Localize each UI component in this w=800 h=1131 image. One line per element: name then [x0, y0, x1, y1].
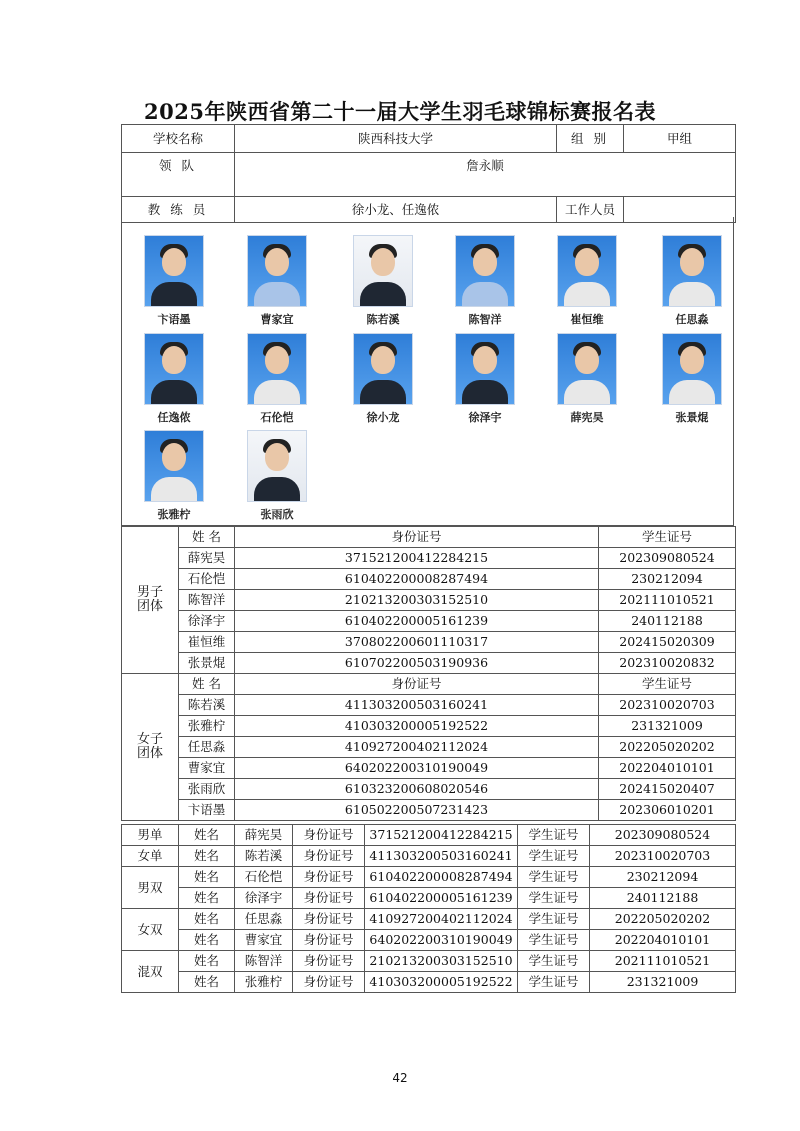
player-photo	[247, 235, 307, 307]
table-row	[122, 590, 736, 611]
table-row	[122, 569, 736, 590]
id-label: 身份证号	[293, 951, 365, 972]
player-photo	[144, 333, 204, 405]
men-team-label	[122, 527, 179, 674]
leader-label: 领 队	[122, 153, 235, 197]
student-id-header: 学生证号	[599, 674, 736, 695]
event-label: 女单	[122, 846, 179, 867]
name-label: 姓名	[179, 846, 235, 867]
player-photo-card	[144, 333, 204, 425]
id-label: 身份证号	[293, 888, 365, 909]
staff-label: 工作人员	[557, 197, 624, 223]
entry-id-number: 410927200402112024	[365, 909, 518, 930]
member-name: 薛宪昊	[179, 548, 235, 569]
name-header: 姓 名	[179, 674, 235, 695]
player-photo-caption: 薛宪昊	[570, 411, 604, 424]
player-photo-card	[353, 235, 413, 327]
member-id-number: 371521200412284215	[235, 548, 599, 569]
member-student-id: 202309080524	[599, 548, 736, 569]
member-id-number: 410927200402112024	[235, 737, 599, 758]
member-student-id: 202306010201	[599, 800, 736, 821]
player-photo-card	[557, 333, 617, 425]
member-id-number: 610402200008287494	[235, 569, 599, 590]
entry-id-number: 610402200005161239	[365, 888, 518, 909]
name-label: 姓名	[179, 909, 235, 930]
leader-value: 詹永顺	[235, 153, 736, 197]
table-row	[122, 548, 736, 569]
entry-id-number: 371521200412284215	[365, 825, 518, 846]
table-row	[122, 779, 736, 800]
id-header: 身份证号	[235, 527, 599, 548]
entry-id-number: 640202200310190049	[365, 930, 518, 951]
id-header: 身份证号	[235, 674, 599, 695]
player-photo-caption: 陈智洋	[468, 313, 502, 326]
coach-label: 教 练 员	[122, 197, 235, 223]
event-label: 男单	[122, 825, 179, 846]
table-row	[122, 800, 736, 821]
player-photo-caption: 徐小龙	[366, 411, 400, 424]
photo-grid	[121, 217, 734, 526]
entry-id-number: 410303200005192522	[365, 972, 518, 993]
student-id-label: 学生证号	[518, 846, 590, 867]
player-photo-caption: 徐泽宇	[468, 411, 502, 424]
women-team-label	[122, 674, 179, 821]
table-row	[122, 867, 736, 888]
entry-name: 陈若溪	[235, 846, 293, 867]
entry-name: 陈智洋	[235, 951, 293, 972]
student-id-header: 学生证号	[599, 527, 736, 548]
entry-name: 薛宪昊	[235, 825, 293, 846]
student-id-label: 学生证号	[518, 909, 590, 930]
entry-student-id: 202310020703	[590, 846, 736, 867]
member-name: 崔恒维	[179, 632, 235, 653]
member-name: 石伦恺	[179, 569, 235, 590]
table-row	[122, 825, 736, 846]
table-row	[122, 909, 736, 930]
player-photo-card	[353, 333, 413, 425]
coach-value: 徐小龙、任逸侬	[235, 197, 557, 223]
event-label: 混双	[122, 951, 179, 993]
member-student-id: 240112188	[599, 611, 736, 632]
school-label: 学校名称	[122, 125, 235, 153]
member-name: 张雅柠	[179, 716, 235, 737]
player-photo-caption: 曹家宜	[260, 313, 294, 326]
id-label: 身份证号	[293, 846, 365, 867]
entry-student-id: 202111010521	[590, 951, 736, 972]
player-photo	[353, 235, 413, 307]
player-photo-caption: 石伦恺	[260, 411, 294, 424]
group-label-line: 团体	[136, 746, 163, 761]
member-id-number: 411303200503160241	[235, 695, 599, 716]
name-label: 姓名	[179, 888, 235, 909]
member-id-number: 610402200005161239	[235, 611, 599, 632]
id-label: 身份证号	[293, 930, 365, 951]
player-photo-card	[144, 430, 204, 522]
table-row	[122, 972, 736, 993]
member-name: 任思淼	[179, 737, 235, 758]
group-label-line: 团体	[136, 599, 163, 614]
entry-student-id: 230212094	[590, 867, 736, 888]
table-row	[122, 716, 736, 737]
student-id-label: 学生证号	[518, 972, 590, 993]
entry-name: 曹家宜	[235, 930, 293, 951]
table-row	[122, 930, 736, 951]
event-label: 女双	[122, 909, 179, 951]
player-photo-card	[662, 235, 722, 327]
member-id-number: 640202200310190049	[235, 758, 599, 779]
member-id-number: 370802200601110317	[235, 632, 599, 653]
page-title: 2025年陕西省第二十一届大学生羽毛球锦标赛报名表	[144, 99, 656, 124]
member-name: 陈若溪	[179, 695, 235, 716]
player-photo-card	[247, 333, 307, 425]
member-student-id: 202415020309	[599, 632, 736, 653]
id-label: 身份证号	[293, 825, 365, 846]
name-label: 姓名	[179, 867, 235, 888]
member-student-id: 231321009	[599, 716, 736, 737]
page-number: 42	[392, 1071, 408, 1085]
player-photo	[247, 430, 307, 502]
id-label: 身份证号	[293, 972, 365, 993]
student-id-label: 学生证号	[518, 930, 590, 951]
player-photo	[353, 333, 413, 405]
student-id-label: 学生证号	[518, 867, 590, 888]
team-roster-table	[121, 526, 736, 821]
player-photo-card	[455, 333, 515, 425]
member-student-id: 202111010521	[599, 590, 736, 611]
member-student-id: 202310020703	[599, 695, 736, 716]
member-student-id: 202205020202	[599, 737, 736, 758]
table-row	[122, 951, 736, 972]
entry-student-id: 231321009	[590, 972, 736, 993]
name-label: 姓名	[179, 825, 235, 846]
member-name: 张景焜	[179, 653, 235, 674]
entry-student-id: 202309080524	[590, 825, 736, 846]
player-photo-caption: 张雨欣	[260, 508, 294, 521]
player-photo	[144, 235, 204, 307]
name-label: 姓名	[179, 951, 235, 972]
member-id-number: 610323200608020546	[235, 779, 599, 800]
entry-student-id: 202205020202	[590, 909, 736, 930]
student-id-label: 学生证号	[518, 825, 590, 846]
member-name: 徐泽宇	[179, 611, 235, 632]
entry-name: 徐泽宇	[235, 888, 293, 909]
member-id-number: 610702200503190936	[235, 653, 599, 674]
roster-header-row	[122, 674, 736, 695]
player-photo-card	[455, 235, 515, 327]
entry-name: 张雅柠	[235, 972, 293, 993]
event-label: 男双	[122, 867, 179, 909]
table-row	[122, 846, 736, 867]
player-photo	[455, 333, 515, 405]
group-label-line: 女子	[136, 731, 163, 747]
member-student-id: 230212094	[599, 569, 736, 590]
member-student-id: 202415020407	[599, 779, 736, 800]
header-table	[121, 124, 736, 223]
player-photo-card	[247, 430, 307, 522]
player-photo-caption: 张雅柠	[157, 508, 191, 521]
player-photo-card	[557, 235, 617, 327]
player-photo-caption: 崔恒维	[570, 313, 604, 326]
table-row	[122, 611, 736, 632]
player-photo-caption: 张景焜	[675, 411, 709, 424]
table-row	[122, 758, 736, 779]
name-header: 姓 名	[179, 527, 235, 548]
individual-events-table	[121, 824, 736, 993]
group-label: 组 别	[557, 125, 624, 153]
member-id-number: 210213200303152510	[235, 590, 599, 611]
member-name: 张雨欣	[179, 779, 235, 800]
player-photo-caption: 陈若溪	[366, 313, 400, 326]
id-label: 身份证号	[293, 909, 365, 930]
player-photo-caption: 卞语墨	[157, 313, 191, 326]
table-row	[122, 737, 736, 758]
table-row	[122, 632, 736, 653]
player-photo	[247, 333, 307, 405]
table-row	[122, 695, 736, 716]
player-photo	[557, 333, 617, 405]
roster-header-row	[122, 527, 736, 548]
entry-name: 任思淼	[235, 909, 293, 930]
table-row	[122, 653, 736, 674]
player-photo-caption: 任逸侬	[157, 411, 191, 424]
student-id-label: 学生证号	[518, 888, 590, 909]
member-name: 陈智洋	[179, 590, 235, 611]
student-id-label: 学生证号	[518, 951, 590, 972]
name-label: 姓名	[179, 930, 235, 951]
player-photo	[662, 333, 722, 405]
entry-name: 石伦恺	[235, 867, 293, 888]
player-photo-card	[662, 333, 722, 425]
player-photo-caption: 任思淼	[675, 313, 709, 326]
member-name: 曹家宜	[179, 758, 235, 779]
entry-id-number: 610402200008287494	[365, 867, 518, 888]
group-label-line: 男子	[136, 584, 163, 600]
member-name: 卞语墨	[179, 800, 235, 821]
member-student-id: 202310020832	[599, 653, 736, 674]
member-id-number: 410303200005192522	[235, 716, 599, 737]
member-student-id: 202204010101	[599, 758, 736, 779]
entry-id-number: 210213200303152510	[365, 951, 518, 972]
entry-id-number: 411303200503160241	[365, 846, 518, 867]
player-photo	[144, 430, 204, 502]
player-photo	[455, 235, 515, 307]
player-photo-card	[247, 235, 307, 327]
player-photo	[662, 235, 722, 307]
entry-student-id: 202204010101	[590, 930, 736, 951]
player-photo-card	[144, 235, 204, 327]
name-label: 姓名	[179, 972, 235, 993]
group-value: 甲组	[624, 125, 736, 153]
id-label: 身份证号	[293, 867, 365, 888]
table-row	[122, 888, 736, 909]
school-value: 陕西科技大学	[235, 125, 557, 153]
entry-student-id: 240112188	[590, 888, 736, 909]
member-id-number: 610502200507231423	[235, 800, 599, 821]
player-photo	[557, 235, 617, 307]
